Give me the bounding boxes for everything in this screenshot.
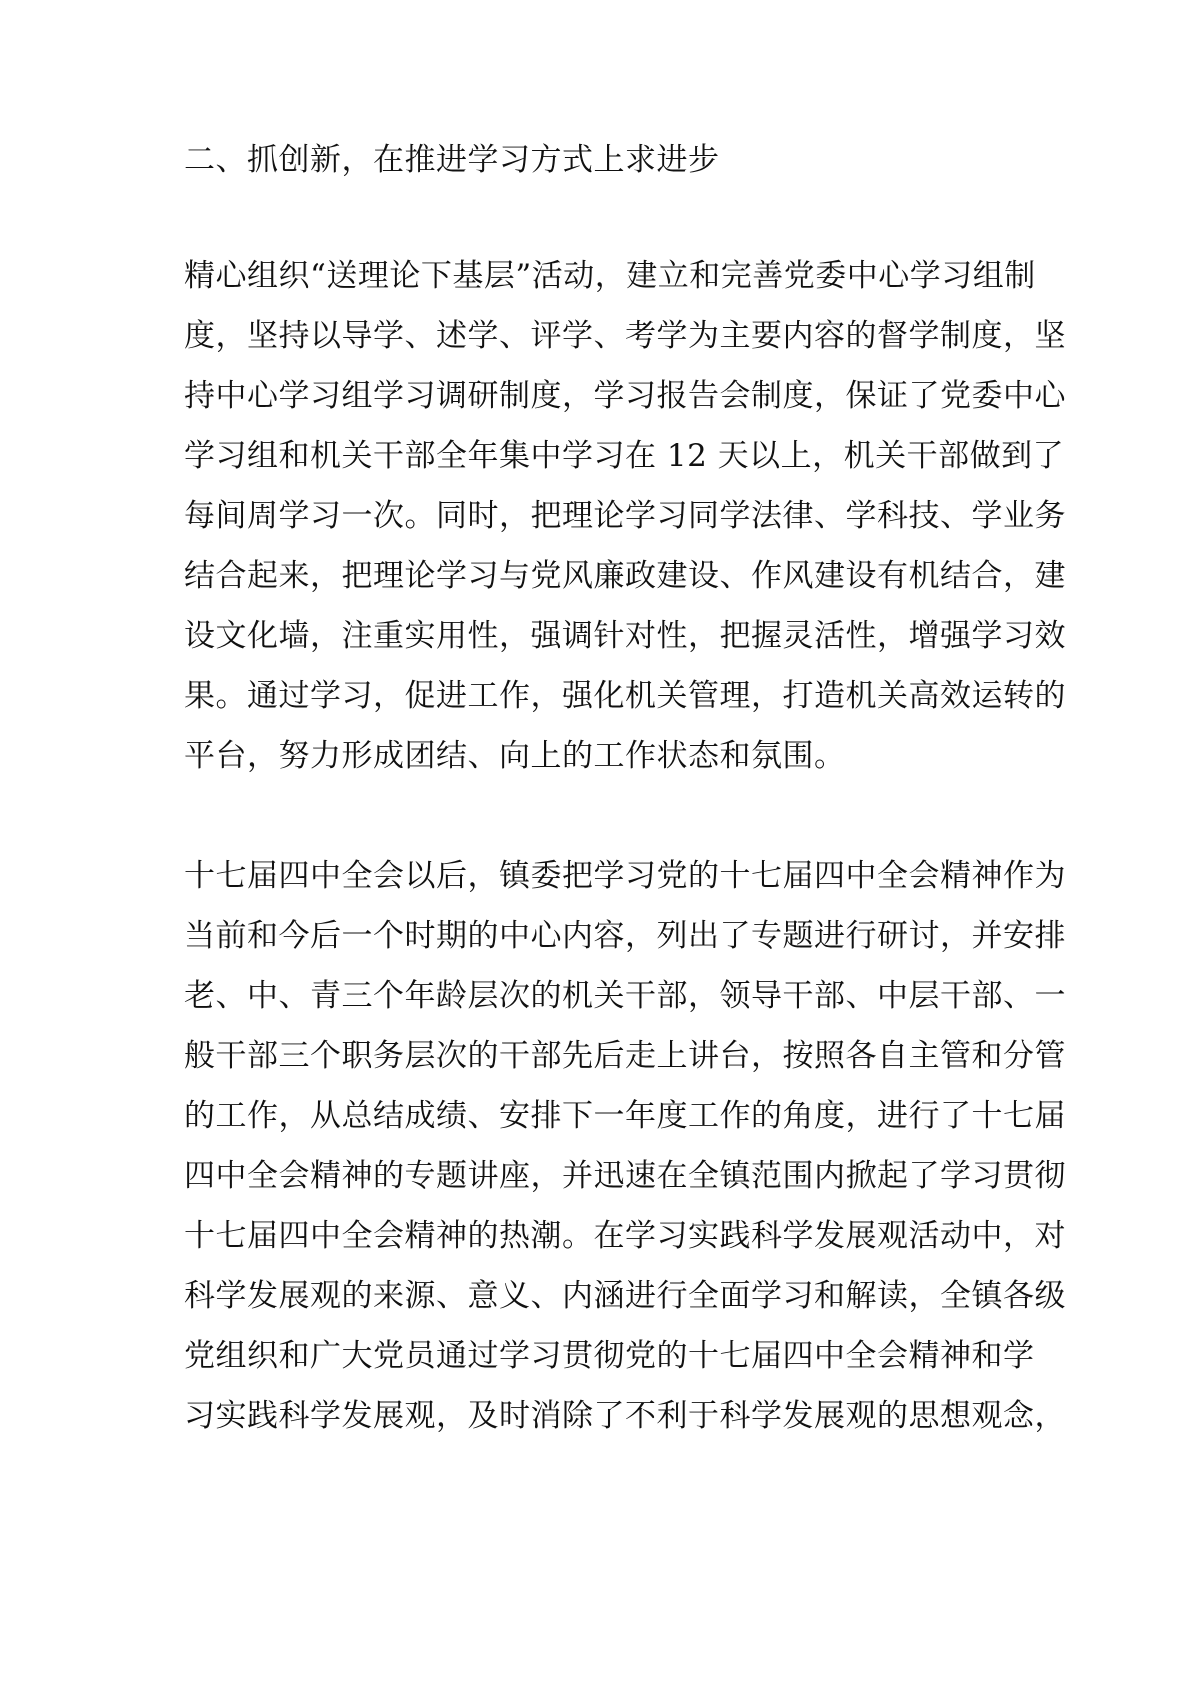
- paragraph-1-line: 平台，努力形成团结、向上的工作状态和氛围。: [184, 738, 846, 774]
- paragraph-1-line: 果。通过学习，促进工作，强化机关管理，打造机关高效运转的: [184, 678, 1066, 714]
- paragraph-1-line: 度，坚持以导学、述学、评学、考学为主要内容的督学制度，坚: [184, 318, 1066, 354]
- paragraph-2-line: 党组织和广大党员通过学习贯彻党的十七届四中全会精神和学: [184, 1338, 1035, 1374]
- paragraph-1-line: 设文化墙，注重实用性，强调针对性，把握灵活性，增强学习效: [184, 618, 1066, 654]
- paragraph-2-line: 的工作，从总结成绩、安排下一年度工作的角度，进行了十七届: [184, 1098, 1066, 1134]
- paragraph-1-line: 学习组和机关干部全年集中学习在 12 天以上，机关干部做到了: [184, 438, 1065, 474]
- paragraph-2-line: 般干部三个职务层次的干部先后走上讲台，按照各自主管和分管: [184, 1038, 1066, 1074]
- paragraph-2-line: 习实践科学发展观，及时消除了不利于科学发展观的思想观念，: [184, 1398, 1066, 1434]
- paragraph-2-line: 四中全会精神的专题讲座，并迅速在全镇范围内掀起了学习贯彻: [184, 1158, 1066, 1194]
- paragraph-2-line: 当前和今后一个时期的中心内容，列出了专题进行研讨，并安排: [184, 918, 1066, 954]
- paragraph-2-line: 科学发展观的来源、意义、内涵进行全面学习和解读，全镇各级: [184, 1278, 1066, 1314]
- paragraph-1-line: 每间周学习一次。同时，把理论学习同学法律、学科技、学业务: [184, 498, 1066, 534]
- section-heading: 二、抓创新，在推进学习方式上求进步: [184, 142, 720, 178]
- paragraph-2-line: 十七届四中全会以后，镇委把学习党的十七届四中全会精神作为: [184, 858, 1066, 894]
- paragraph-1-line: 精心组织“送理论下基层”活动，建立和完善党委中心学习组制: [184, 258, 1036, 294]
- paragraph-1-line: 持中心学习组学习调研制度，学习报告会制度，保证了党委中心: [184, 378, 1066, 414]
- paragraph-2-line: 老、中、青三个年龄层次的机关干部，领导干部、中层干部、一: [184, 978, 1066, 1014]
- paragraph-2-line: 十七届四中全会精神的热潮。在学习实践科学发展观活动中，对: [184, 1218, 1066, 1254]
- paragraph-1-line: 结合起来，把理论学习与党风廉政建设、作风建设有机结合，建: [184, 558, 1066, 594]
